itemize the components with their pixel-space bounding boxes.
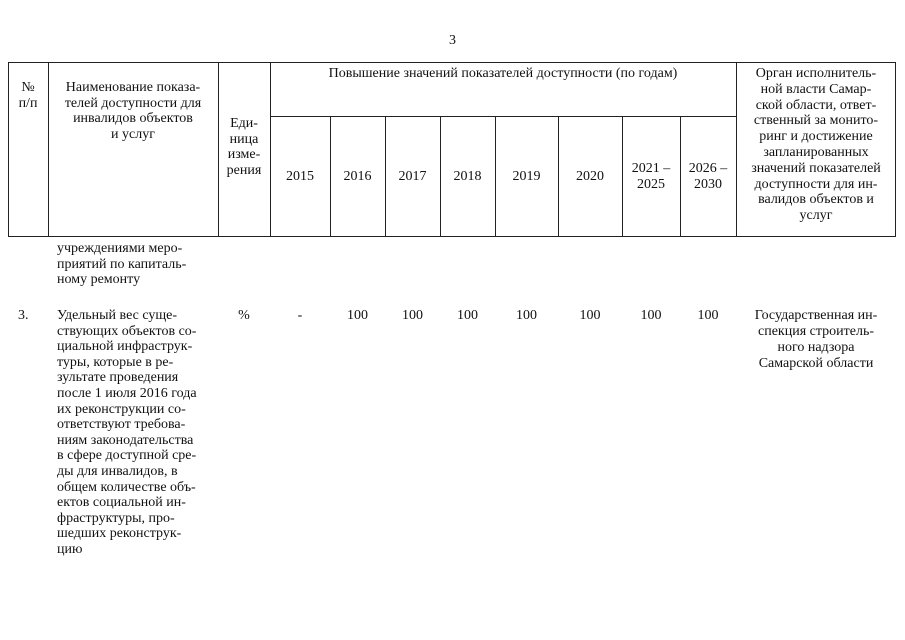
row3-num: 3. — [18, 308, 29, 323]
header-year-2017: 2017 — [398, 168, 427, 184]
row3-value-2016: 100 — [347, 308, 368, 323]
header-year-2015: 2015 — [286, 168, 314, 184]
header-num: № п/п — [18, 80, 38, 111]
header-organ: Орган исполнитель- ной власти Самар- ской области, ответ- ственный за монито- ринг и достижение запланированных значений показателей доступности для ин- валидов объектов и услуг — [751, 66, 881, 224]
row3-value-2020: 100 — [579, 308, 601, 323]
col-border — [48, 62, 49, 237]
col-border — [895, 62, 896, 237]
row3-value-2021-2025: 100 — [640, 308, 662, 323]
header-name: Наименование показа- телей доступности для инвалидов объектов и услуг — [64, 80, 202, 142]
row3-value-2019: 100 — [516, 308, 537, 323]
header-year-group: Повышение значений показателей доступности (по годам) — [328, 66, 678, 81]
page-number: 3 — [449, 33, 456, 48]
header-year-2026-2030: 2026 – 2030 — [688, 161, 728, 192]
header-year-2018: 2018 — [453, 168, 482, 184]
header-year-2016: 2016 — [343, 168, 372, 184]
header-bottom-border — [8, 236, 895, 237]
header-year-2019: 2019 — [512, 168, 541, 184]
row3-organ: Государственная ин- спекция строитель- ного надзора Самарской области — [754, 308, 878, 371]
row3-name: Удельный вес суще- ствующих объектов со- циальной инфраструк- туры, которые в ре- зультате проведения после 1 июля 2016 года их реконструкции со- ответствуют требова- ниям законодательства в сфере доступной сре- ды для инвалидов, в общем количестве объ- ектов социальной ин- фраструктуры, про- шедших реконструк- цию — [57, 308, 197, 557]
row3-value-2015: - — [297, 308, 303, 323]
row3-value-2017: 100 — [402, 308, 423, 323]
table-top-border — [8, 62, 895, 63]
header-year-2021-2025: 2021 – 2025 — [631, 161, 671, 192]
continued-row-name: учреждениями меро- приятий по капиталь- ному ремонту — [57, 241, 187, 287]
row3-value-2026-2030: 100 — [697, 308, 719, 323]
row3-value-2018: 100 — [457, 308, 478, 323]
header-unit: Еди- ница изме- рения — [226, 116, 262, 178]
row3-unit: % — [238, 308, 250, 323]
header-year-2020: 2020 — [576, 168, 604, 184]
